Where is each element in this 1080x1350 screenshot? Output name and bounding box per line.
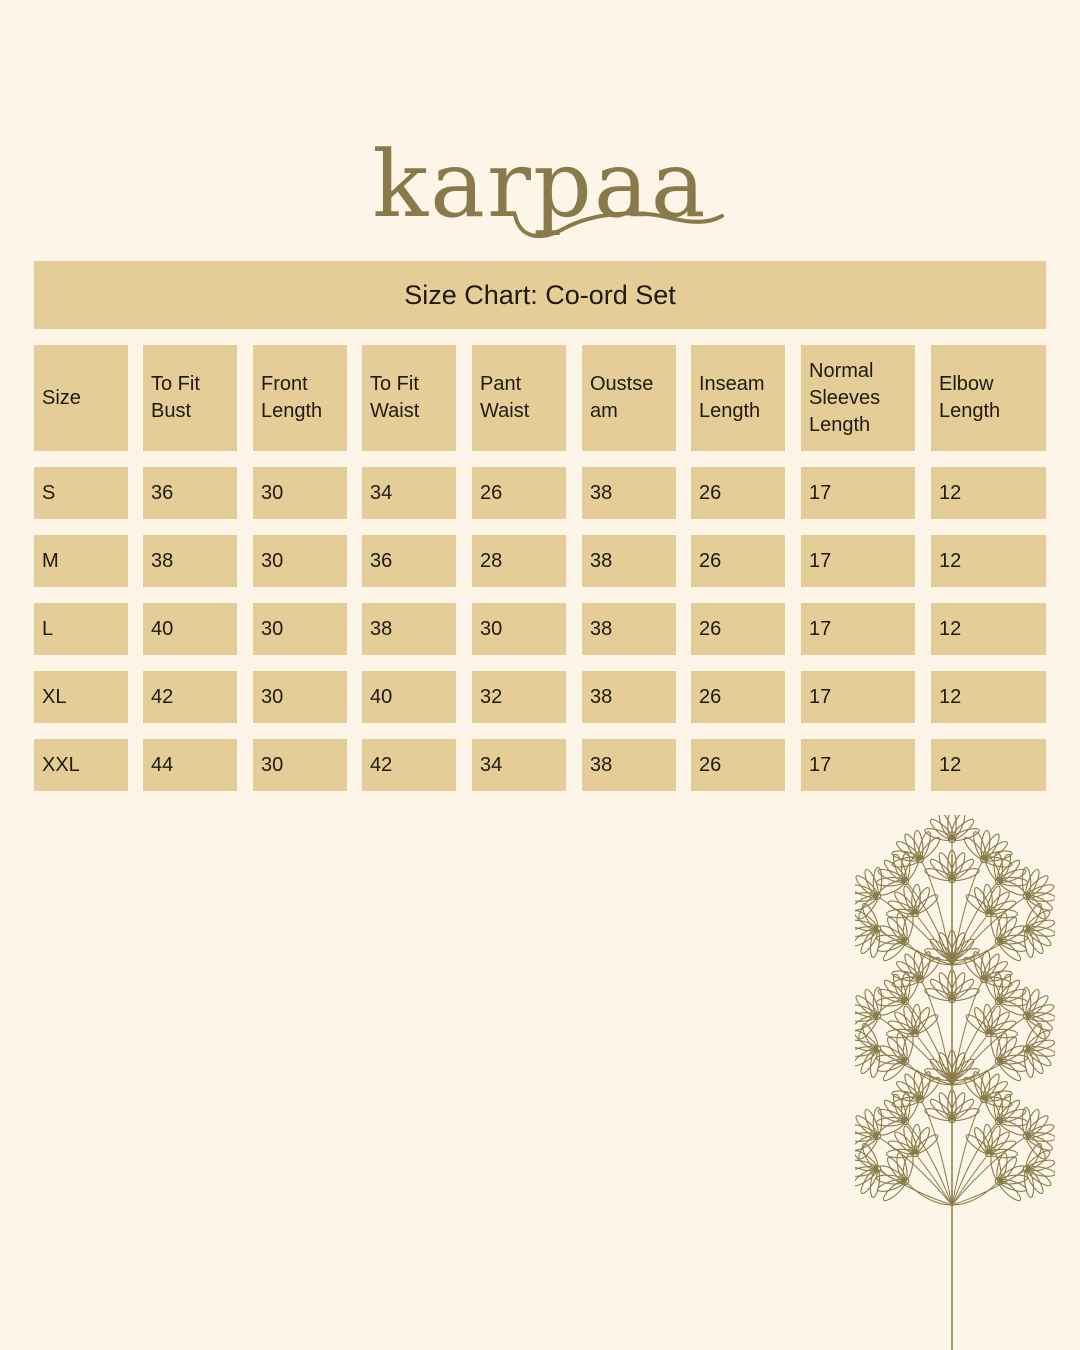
- table-cell: 12: [931, 467, 1046, 519]
- table-cell: 42: [143, 671, 237, 723]
- table-cell: 38: [582, 671, 676, 723]
- table-cell: 17: [801, 603, 915, 655]
- column-header: Inseam Length: [691, 345, 785, 451]
- logo-text: karpaa: [372, 131, 708, 238]
- table-row: [34, 535, 1046, 587]
- table-cell: 30: [253, 603, 347, 655]
- table-cell: 30: [253, 535, 347, 587]
- table-cell: 12: [931, 535, 1046, 587]
- table-cell: L: [34, 603, 128, 655]
- table-cell: 38: [582, 535, 676, 587]
- column-header: Size: [34, 345, 128, 451]
- table-cell: 38: [582, 603, 676, 655]
- table-cell: 40: [143, 603, 237, 655]
- table-cell: 34: [472, 739, 566, 791]
- table-cell: 38: [362, 603, 456, 655]
- table-cell: 12: [931, 603, 1046, 655]
- table-row: [34, 467, 1046, 519]
- table-cell: 30: [253, 467, 347, 519]
- table-cell: 30: [253, 739, 347, 791]
- table-cell: 26: [691, 671, 785, 723]
- column-header: To Fit Waist: [362, 345, 456, 451]
- table-row: [34, 603, 1046, 655]
- table-cell: 17: [801, 467, 915, 519]
- table-header-row: [34, 345, 1046, 451]
- table-cell: 34: [362, 467, 456, 519]
- column-header: Oustse am: [582, 345, 676, 451]
- table-cell: S: [34, 467, 128, 519]
- table-row: [34, 739, 1046, 791]
- table-cell: XL: [34, 671, 128, 723]
- floral-tree-icon: [855, 815, 1055, 1350]
- column-header: Normal Sleeves Length: [801, 345, 915, 451]
- table-cell: M: [34, 535, 128, 587]
- column-header: Elbow Length: [931, 345, 1046, 451]
- table-cell: 26: [472, 467, 566, 519]
- table-cell: 26: [691, 535, 785, 587]
- table-row: [34, 671, 1046, 723]
- table-cell: 26: [691, 603, 785, 655]
- size-chart-title: Size Chart: Co-ord Set: [34, 261, 1046, 329]
- column-header: Front Length: [253, 345, 347, 451]
- column-header: Pant Waist: [472, 345, 566, 451]
- column-header: To Fit Bust: [143, 345, 237, 451]
- table-cell: 38: [582, 467, 676, 519]
- table-cell: 32: [472, 671, 566, 723]
- brand-logo: [340, 120, 740, 250]
- table-cell: 30: [472, 603, 566, 655]
- table-cell: 42: [362, 739, 456, 791]
- table-cell: 36: [143, 467, 237, 519]
- table-cell: 44: [143, 739, 237, 791]
- table-cell: 17: [801, 739, 915, 791]
- table-cell: 38: [582, 739, 676, 791]
- table-cell: 12: [931, 671, 1046, 723]
- table-cell: 28: [472, 535, 566, 587]
- table-cell: 36: [362, 535, 456, 587]
- table-cell: XXL: [34, 739, 128, 791]
- table-cell: 17: [801, 671, 915, 723]
- table-cell: 38: [143, 535, 237, 587]
- table-cell: 17: [801, 535, 915, 587]
- table-cell: 26: [691, 467, 785, 519]
- table-cell: 12: [931, 739, 1046, 791]
- table-cell: 40: [362, 671, 456, 723]
- table-cell: 26: [691, 739, 785, 791]
- table-cell: 30: [253, 671, 347, 723]
